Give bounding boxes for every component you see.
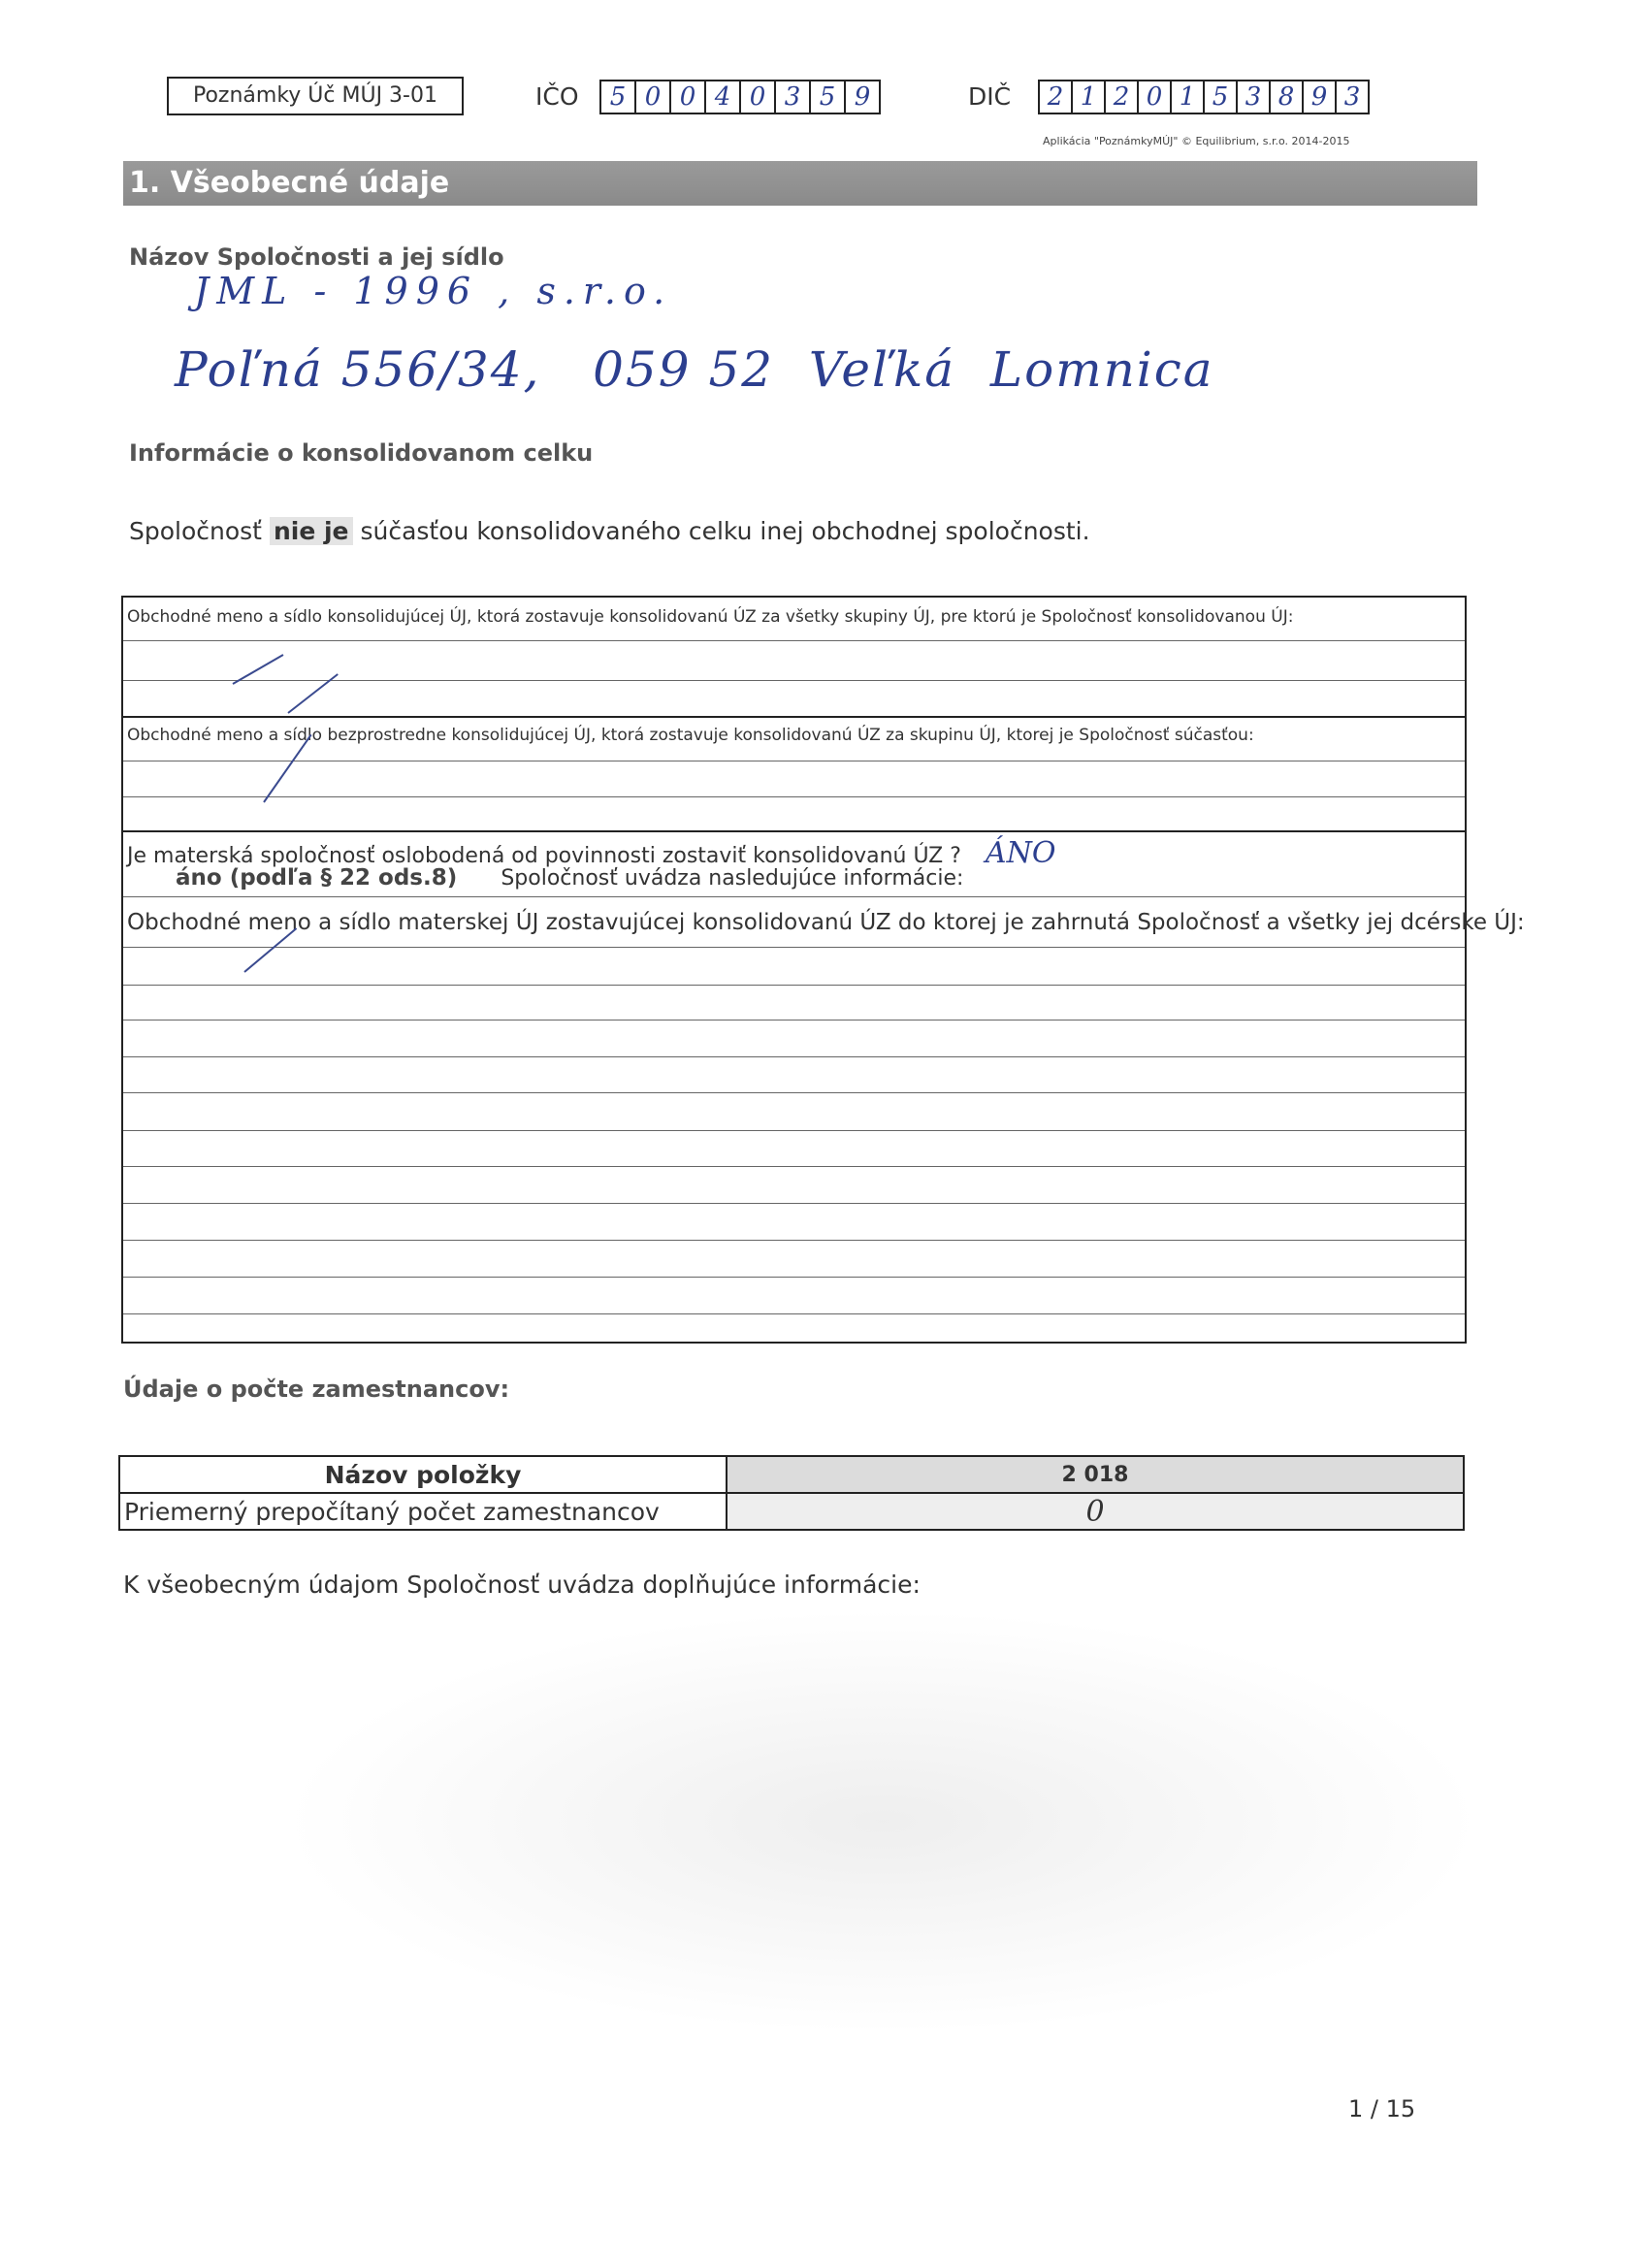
consolidation-statement bbox=[129, 517, 1090, 545]
exempt-info: Spoločnosť uvádza nasledujúce informácie: bbox=[501, 866, 964, 891]
parent-entity-box bbox=[121, 830, 1525, 1344]
dic-digit: 1 bbox=[1172, 80, 1205, 114]
company-address-handwritten: Poľná 556/34, 059 52 Veľká Lomnica bbox=[175, 341, 1214, 398]
exempt-answer-handwritten: ÁNO bbox=[985, 836, 1056, 870]
ico-digit: 0 bbox=[636, 80, 671, 114]
table-row bbox=[119, 1493, 1464, 1530]
consolidation-heading: Informácie o konsolidovanom celku bbox=[129, 439, 594, 467]
dic-digit: 8 bbox=[1271, 80, 1304, 114]
ico-digit: 5 bbox=[599, 80, 636, 114]
table-header-row bbox=[119, 1456, 1464, 1493]
page-number: 1 / 15 bbox=[1348, 2095, 1416, 2122]
box1-label: Obchodné meno a sídlo konsolidujúcej ÚJ, ktorá zostavuje konsolidovanú ÚZ za všetky skupiny ÚJ, pre ktorú je Spoločnosť konsolidovanou ÚJ: bbox=[127, 607, 1294, 627]
employees-table bbox=[118, 1455, 1465, 1531]
dic-digit: 2 bbox=[1106, 80, 1139, 114]
dic-digit: 5 bbox=[1205, 80, 1238, 114]
dic-digit: 3 bbox=[1337, 80, 1370, 114]
dic-label: DIČ bbox=[968, 82, 1012, 111]
box3-label: Obchodné meno a sídlo materskej ÚJ zostavujúcej konsolidovanú ÚZ do ktorej je zahrnutá Spoločnosť a všetky jej dcérske ÚJ: bbox=[127, 910, 1525, 935]
ico-digit: 4 bbox=[706, 80, 741, 114]
column-header: Názov položky bbox=[119, 1456, 727, 1493]
exempt-question: Je materská spoločnosť oslobodená od povinnosti zostaviť konsolidovanú ÚZ ? bbox=[127, 844, 961, 868]
company-name-handwritten: JML - 1996 , s.r.o. bbox=[194, 270, 673, 312]
ico-digit: 5 bbox=[811, 80, 846, 114]
app-credit: Aplikácia "PoznámkyMÚJ" © Equilibrium, s.r.o. 2014-2015 bbox=[1043, 135, 1350, 147]
dic-digit: 1 bbox=[1073, 80, 1106, 114]
dic-digit-boxes bbox=[1038, 80, 1370, 114]
statement-suffix: súčasťou konsolidovaného celku inej obchodnej spoločnosti. bbox=[360, 517, 1090, 545]
erased-area bbox=[281, 1608, 1484, 2035]
ico-label: IČO bbox=[535, 82, 579, 111]
company-heading: Názov Spoločnosti a jej sídlo bbox=[129, 243, 504, 271]
ico-digit: 0 bbox=[671, 80, 706, 114]
row-label: Priemerný prepočítaný počet zamestnancov bbox=[119, 1493, 727, 1530]
ico-digit: 9 bbox=[846, 80, 881, 114]
consolidating-entity-box bbox=[121, 596, 1467, 832]
year-header: 2 018 bbox=[727, 1456, 1464, 1493]
dic-digit: 3 bbox=[1238, 80, 1271, 114]
box2-label: Obchodné meno a sídlo bezprostredne konsolidujúcej ÚJ, ktorá zostavuje konsolidovanú ÚZ za skupinu ÚJ, ktorej je Spoločnosť súčasťou: bbox=[127, 726, 1254, 745]
employees-heading: Údaje o počte zamestnancov: bbox=[123, 1376, 510, 1403]
statement-prefix: Spoločnosť bbox=[129, 517, 262, 545]
section-title: 1. Všeobecné údaje bbox=[129, 166, 450, 200]
exempt-basis-row bbox=[176, 865, 963, 891]
statement-status: nie je bbox=[270, 517, 353, 545]
ico-digit: 0 bbox=[741, 80, 776, 114]
dic-digit: 2 bbox=[1038, 80, 1073, 114]
employee-count-handwritten: 0 bbox=[727, 1493, 1464, 1530]
dic-digit: 9 bbox=[1304, 80, 1337, 114]
dic-digit: 0 bbox=[1139, 80, 1172, 114]
exempt-basis: áno (podľa § 22 ods.8) bbox=[176, 865, 458, 891]
form-code-label: Poznámky Úč MÚJ 3-01 bbox=[167, 77, 464, 115]
ico-digit-boxes bbox=[599, 80, 881, 114]
ico-digit: 3 bbox=[776, 80, 811, 114]
additional-info-label: K všeobecným údajom Spoločnosť uvádza doplňujúce informácie: bbox=[123, 1571, 921, 1599]
